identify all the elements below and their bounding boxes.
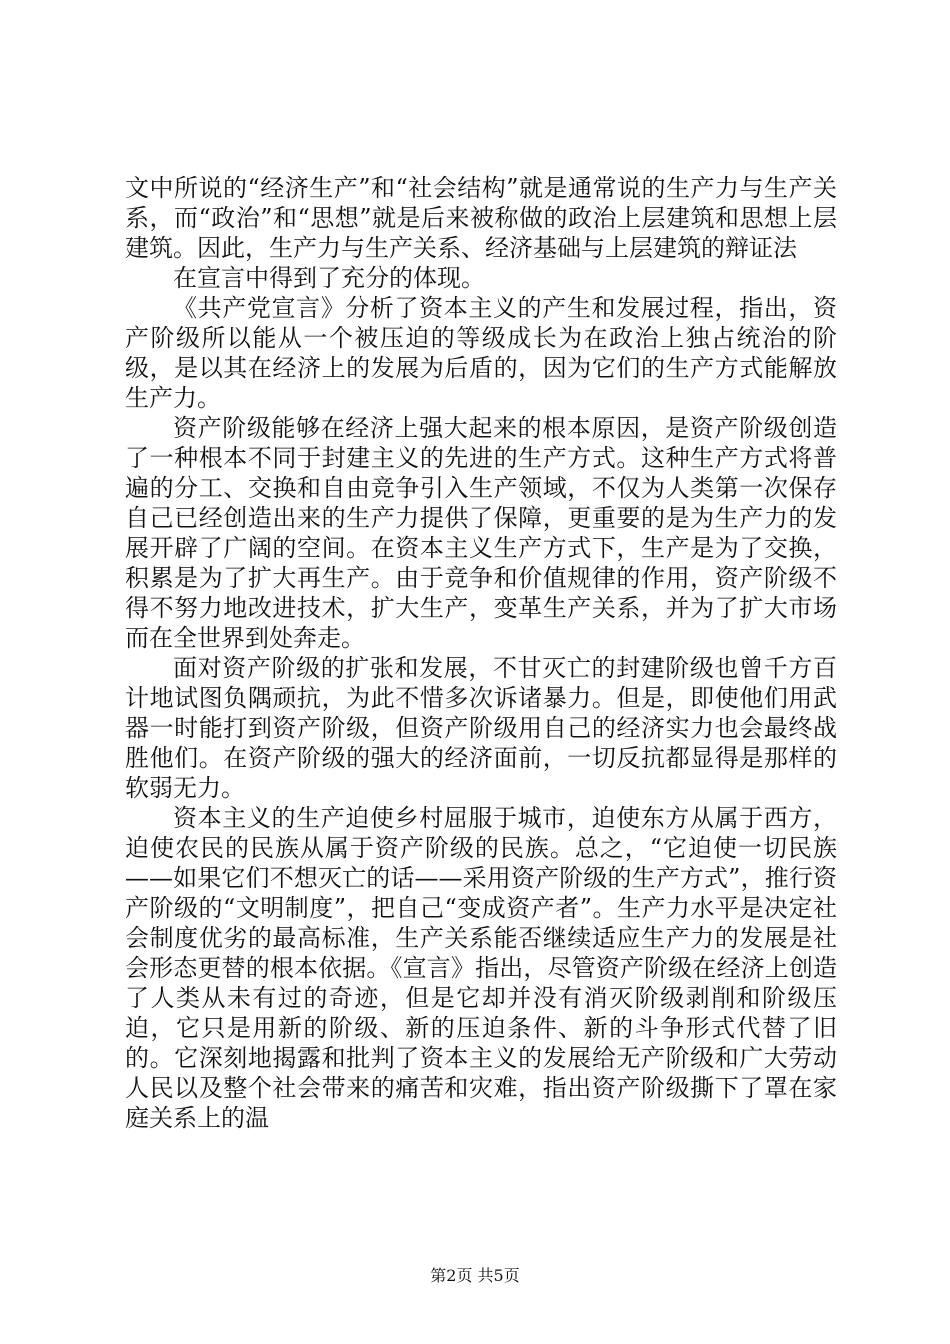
paragraph-continuation: 文中所说的“经济生产”和“社会结构”就是通常说的生产力与生产关系，而“政治”和“思想”就是后来被称做的政治上层建筑和思想上层建筑。因此，生产力与生产关系、经济基础与上层建筑的辩证法 xyxy=(125,174,837,262)
page-number-footer: 第2页 共5页 xyxy=(430,1266,520,1285)
document-body xyxy=(125,173,837,1133)
paragraph: 资产阶级能够在经济上强大起来的根本原因，是资产阶级创造了一种根本不同于封建主义的先进的生产方式。这种生产方式将普遍的分工、交换和自由竞争引入生产领域，不仅为人类第一次保存自己已经创造出来的生产力提供了保障，更重要的是为生产力的发展开辟了广阔的空间。在资本主义生产方式下，生产是为了交换，积累是为了扩大再生产。由于竞争和价值规律的作用，资产阶级不得不努力地改进技术，扩大生产，变革生产关系，并为了扩大市场而在全世界到处奔走。 xyxy=(125,414,837,652)
paragraph: 资本主义的生产迫使乡村屈服于城市，迫使东方从属于西方，迫使农民的民族从属于资产阶级的民族。总之，“它迫使一切民族——如果它们不想灭亡的话——采用资产阶级的生产方式”，推行资产阶级的“文明制度”，把自己“变成资产者”。生产力水平是决定社会制度优劣的最高标准，生产关系能否继续适应生产力的发展是社会形态更替的根本依据。《宣言》指出，尽管资产阶级在经济上创造了人类从未有过的奇迹，但是它却并没有消灭阶级剥削和阶级压迫，它只是用新的阶级、新的压迫条件、新的斗争形式代替了旧的。它深刻地揭露和批判了资本主义的发展给无产阶级和广大劳动人民以及整个社会带来的痛苦和灾难，指出资产阶级撕下了罩在家庭关系上的温 xyxy=(125,804,837,1132)
paragraph: 《共产党宣言》分析了资本主义的产生和发展过程，指出，资产阶级所以能从一个被压迫的等级成长为在政治上独占统治的阶级，是以其在经济上的发展为后盾的，因为它们的生产方式能解放生产力。 xyxy=(125,294,837,412)
paragraph: 面对资产阶级的扩张和发展，不甘灭亡的封建阶级也曾千方百计地试图负隅顽抗，为此不惜多次诉诸暴力。但是，即使他们用武器一时能打到资产阶级，但资产阶级用自己的经济实力也会最终战胜他们。在资产阶级的强大的经济面前，一切反抗都显得是那样的软弱无力。 xyxy=(125,654,837,802)
paragraph: 在宣言中得到了充分的体现。 xyxy=(173,264,485,292)
